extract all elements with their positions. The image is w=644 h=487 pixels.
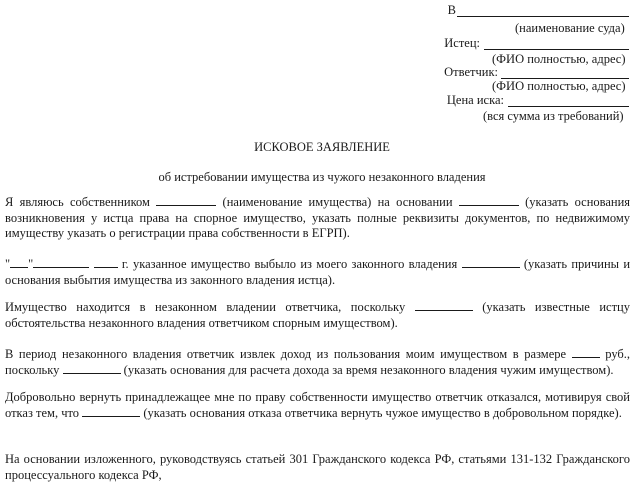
p2-blank-day (10, 257, 28, 268)
p5-text-a: Добровольно вернуть принадлежащее мне по праву собственности имущество ответчик отказался, мотивируя свой отказ тем, что (5, 390, 630, 420)
price-label: Цена иска: (446, 93, 504, 107)
paragraph-ownership (5, 195, 630, 242)
p4-text-c: (указать основания для расчета дохода за время незаконного владения чужим имуществом). (123, 362, 614, 377)
p2-quote-open: " (5, 257, 11, 271)
p2-text-b: (указать причины и основания выбытия имущества из законного владения истца). (5, 257, 631, 287)
p3-text-a: Имущество находится в незаконном владении ответчика, поскольку (5, 300, 406, 314)
p4-blank-amount (572, 347, 600, 358)
p6-text-a: На основании изложенного, руководствуясь статьей 301 Гражданского кодекса РФ, статьями 131-132 Гражданского процессуального кодекса РФ, (5, 452, 630, 482)
paragraph-income (5, 347, 630, 378)
court-label: В (447, 3, 456, 17)
plaintiff-label: Истец: (444, 36, 480, 50)
p1-blank-basis (459, 195, 519, 206)
p1-text-c: (указать основания возникновения у истца права на спорное имущество, указать полные реквизиты документов, по недвижимому имуществу указать о регистрации права собственности в ЕГРП). (5, 195, 631, 240)
p4-text-b: руб., поскольку (5, 347, 631, 377)
defendant-caption: (ФИО полностью, адрес) (492, 79, 626, 93)
p2-blank-reason (462, 257, 520, 268)
price-line (508, 106, 629, 107)
p4-text-a: В период незаконного владения ответчик извлек доход из пользования моим имуществом в размере (5, 347, 567, 361)
plaintiff-line (484, 49, 629, 50)
paragraph-refusal (5, 390, 630, 421)
defendant-label: Ответчик: (444, 65, 498, 79)
p2-quote-close: " (28, 257, 34, 271)
p1-text-a: Я являюсь собственником (5, 195, 150, 209)
plaintiff-caption: (ФИО полностью, адрес) (492, 52, 626, 66)
p1-blank-property (156, 195, 216, 206)
paragraph-dispossession (5, 257, 630, 288)
paragraph-legal-basis (5, 452, 630, 483)
paragraph-unlawful-possession (5, 300, 630, 331)
document-subtitle: об истребовании имущества из чужого незаконного владения (158, 170, 486, 184)
p4-blank-basis (63, 363, 121, 374)
price-caption: (вся сумма из требований) (483, 109, 624, 123)
p5-text-b: (указать основания отказа ответчика вернуть чужое имущество в добровольном порядке). (143, 405, 622, 420)
court-line (457, 16, 629, 17)
document-title: ИСКОВОЕ ЗАЯВЛЕНИЕ (254, 140, 390, 154)
p1-text-b: (наименование имущества) на основании (222, 195, 453, 209)
court-caption: (наименование суда) (515, 21, 625, 35)
p2-blank-year (94, 257, 118, 268)
p5-blank-reason (82, 406, 140, 417)
p3-text-b: (указать известные истцу обстоятельства незаконного владения ответчиком спорным имуществом). (5, 300, 630, 330)
p2-blank-month (33, 257, 89, 268)
p3-blank-circumstances (415, 300, 473, 311)
p2-text-a: г. указанное имущество выбыло из моего законного владения (121, 257, 458, 271)
